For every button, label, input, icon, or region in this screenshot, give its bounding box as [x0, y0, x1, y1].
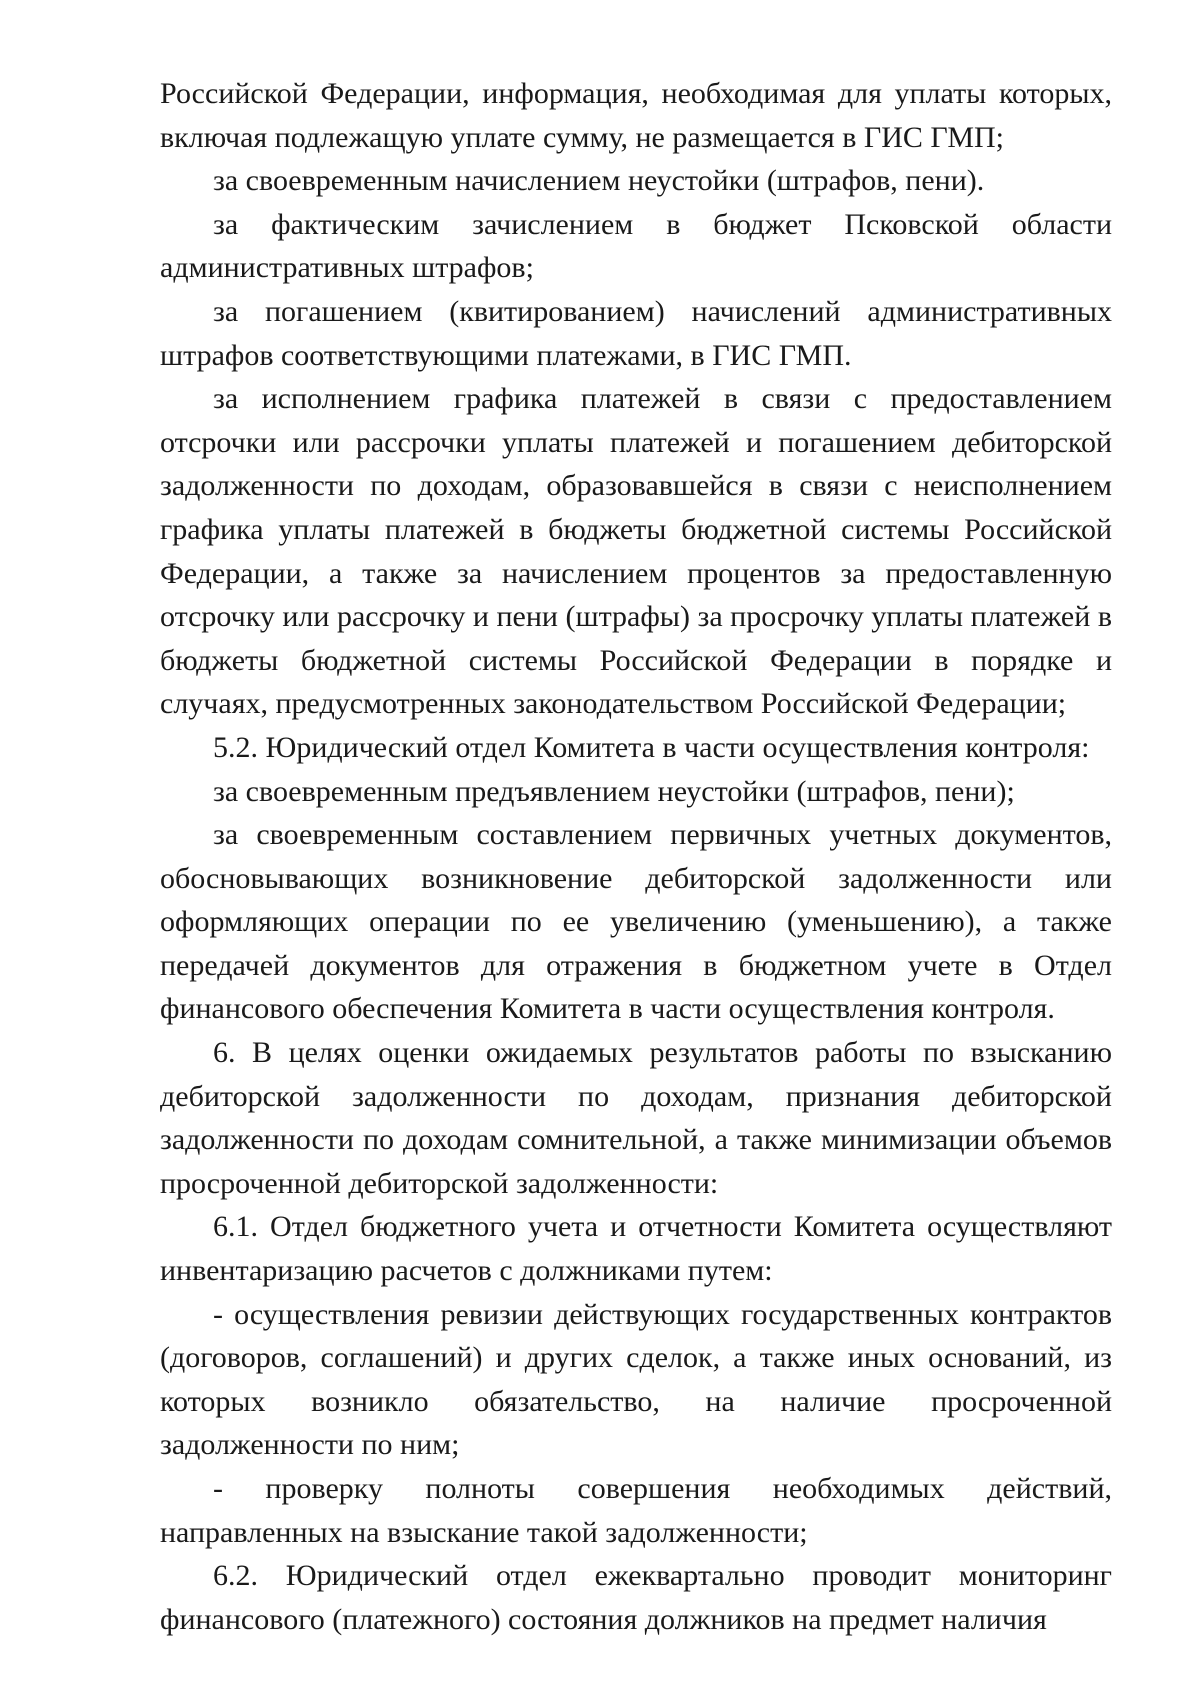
paragraph-quittance: за погашением (квитированием) начислений административных штрафов соответствующими платежами, в ГИС ГМП. [160, 294, 1112, 372]
paragraph-penalty-accrual: за своевременным начислением неустойки (штрафов, пени). [213, 164, 985, 198]
document-body [160, 72, 1112, 1641]
list-item-audit: - осуществления ревизии действующих государственных контрактов (договоров, соглашений) и других сделок, а также иных оснований, из которых возникло обязательство, на наличие просроченной задолженности по ним; [160, 1297, 1112, 1462]
paragraph-penalty-claim: за своевременным предъявлением неустойки (штрафов, пени); [213, 774, 1015, 808]
paragraph-primary-documents: за своевременным составлением первичных учетных документов, обосновывающих возникновение дебиторской задолженности или оформляющих операции по ее увеличению (уменьшению), а также передачей документов для отражения в бюджетном учете в Отдел финансового обеспечения Комитета в части осуществления контроля. [160, 818, 1112, 1026]
paragraph-6-1: 6.1. Отдел бюджетного учета и отчетности Комитета осуществляют инвентаризацию расчетов с должниками путем: [160, 1210, 1112, 1288]
paragraph-continuation: Российской Федерации, информация, необходимая для уплаты которых, включая подлежащую уплате сумму, не размещается в ГИС ГМП; [160, 77, 1112, 154]
paragraph-6-2: 6.2. Юридический отдел ежеквартально проводит мониторинг финансового (платежного) состояния должников на предмет наличия [160, 1559, 1112, 1636]
list-item-check: - проверку полноты совершения необходимых действий, направленных на взыскание такой задолженности; [160, 1472, 1112, 1549]
paragraph-budget-crediting: за фактическим зачислением в бюджет Псковской области административных штрафов; [160, 207, 1112, 285]
paragraph-payment-schedule: за исполнением графика платежей в связи с предоставлением отсрочки или рассрочки уплаты платежей и погашением дебиторской задолженности по доходам, образовавшейся в связи с неисполнением графика уплаты платежей в бюджеты бюджетной системы Российской Федерации, а также за начислением процентов за предоставленную отсрочку или рассрочку и пени (штрафы) за просрочку уплаты платежей в бюджеты бюджетной системы Российской Федерации в порядке и случаях, предусмотренных законодательством Российской Федерации; [160, 382, 1112, 721]
paragraph-6-heading: 6. В целях оценки ожидаемых результатов работы по взысканию дебиторской задолженности по доходам, признания дебиторской задолженности по доходам сомнительной, а также минимизации объемов просроченной дебиторской задолженности: [160, 1036, 1112, 1200]
paragraph-5-2-heading: 5.2. Юридический отдел Комитета в части осуществления контроля: [213, 730, 1090, 764]
